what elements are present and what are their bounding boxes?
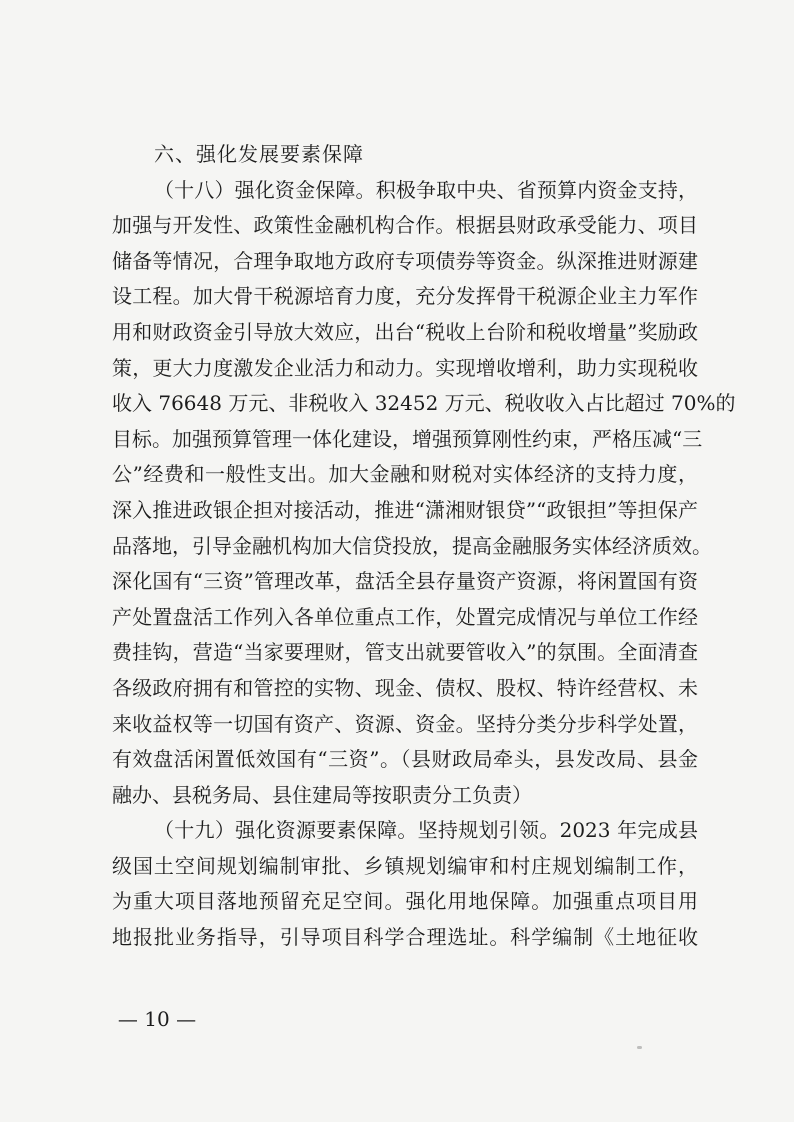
paragraph-line: 地报批业务指导，引导项目科学合理选址。科学编制《土地征收 (112, 925, 698, 950)
paragraph-line: 产处置盘活工作列入各单位重点工作，处置完成情况与单位工作经 (112, 604, 698, 629)
paragraph-line: 来收益权等一切国有资产、资源、资金。坚持分类分步科学处置， (112, 711, 698, 736)
paragraph-line: 各级政府拥有和管控的实物、现金、债权、股权、特许经营权、未 (112, 675, 698, 700)
paragraph-line: （十八）强化资金保障。积极争取中央、省预算内资金支持， (154, 177, 698, 202)
paragraph-line: 品落地，引导金融机构加大信贷投放，提高金融服务实体经济质效。 (112, 533, 712, 558)
paragraph-19 (112, 813, 698, 955)
paragraph-line: 目标。加强预算管理一体化建设，增强预算刚性约束，严格压减“三 (112, 426, 703, 451)
paragraph-line: 设工程。加大骨干税源培育力度，充分发挥骨干税源企业主力军作 (112, 284, 698, 309)
document-body (112, 137, 736, 956)
paragraph-18 (112, 173, 736, 814)
paragraph-line: 费挂钩，营造“当家要理财，管支出就要管收入”的氛围。全面清查 (112, 640, 698, 665)
paragraph-line: 收入 76648 万元、非税收入 32452 万元、税收收入占比超过 70%的 (112, 391, 736, 416)
paragraph-line: 策，更大力度激发企业活力和动力。实现增收增利，助力实现税收 (112, 355, 698, 380)
paragraph-line: 深入推进政银企担对接活动，推进“潇湘财银贷”“政银担”等担保产 (112, 497, 698, 522)
paragraph-line: 融办、县税务局、县住建局等按职责分工负责） (112, 782, 532, 807)
paragraph-line: 为重大项目落地预留充足空间。强化用地保障。加强重点项目用 (112, 889, 698, 914)
paragraph-line: 储备等情况，合理争取地方政府专项债券等资金。纵深推进财源建 (112, 248, 698, 273)
page-number-row (0, 1003, 794, 1035)
paragraph-line: （十九）强化资源要素保障。坚持规划引领。2023 年完成县 (154, 818, 698, 843)
paragraph-line: 级国土空间规划编制审批、乡镇规划编审和村庄规划编制工作， (112, 853, 698, 878)
section-heading: 六、强化发展要素保障 (154, 142, 364, 166)
paragraph-line: 公”经费和一般性支出。加大金融和财税对实体经济的支持力度， (112, 462, 698, 487)
page-number: — 10 — (117, 1007, 197, 1031)
paragraph-line: 加强与开发性、政策性金融机构合作。根据县财政承受能力、项目 (112, 213, 698, 238)
scan-speck (637, 1046, 642, 1049)
paragraph-line: 深化国有“三资”管理改革，盘活全县存量资产资源，将闲置国有资 (112, 569, 698, 594)
paragraph-line: 有效盘活闲置低效国有“三资”。（县财政局牵头，县发改局、县金 (112, 747, 698, 772)
paragraph-line: 用和财政资金引导放大效应，出台“税收上台阶和税收增量”奖励政 (112, 319, 698, 344)
